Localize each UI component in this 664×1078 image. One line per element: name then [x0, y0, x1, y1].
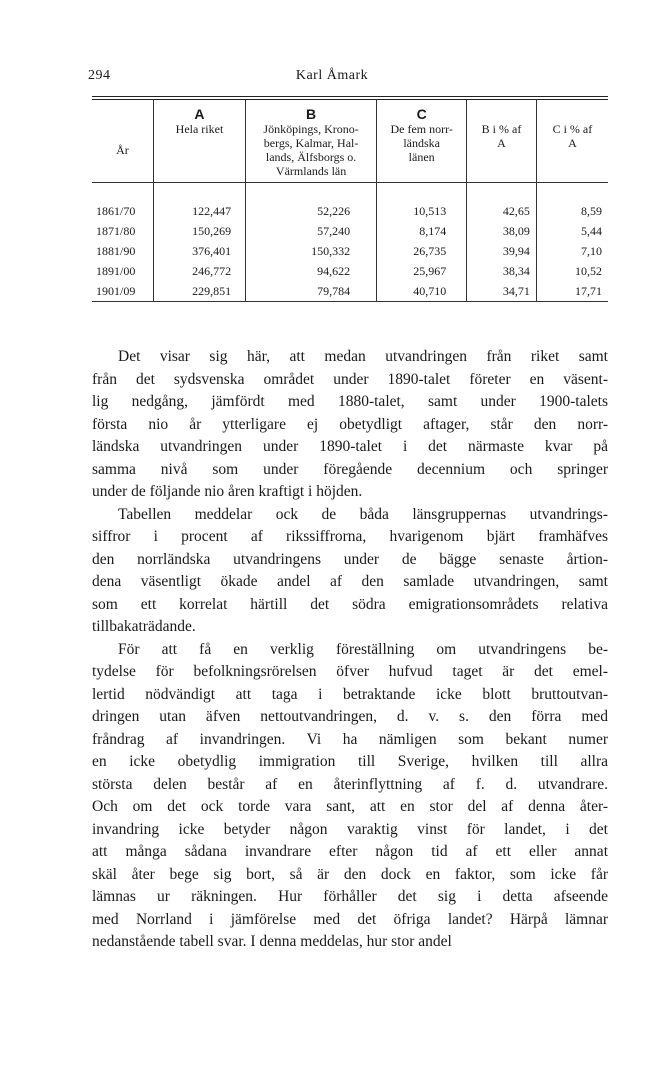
- cell-b: 52,226: [246, 201, 377, 221]
- cell-a: 376,401: [153, 241, 245, 261]
- cell-c: 8,174: [377, 221, 467, 241]
- table-body: [92, 201, 608, 302]
- cell-b-pct: 42,65: [467, 201, 537, 221]
- col-header-c-pct: C i % af A: [536, 122, 608, 183]
- cell-c: 10,513: [377, 201, 467, 221]
- cell-b-pct: 39,94: [467, 241, 537, 261]
- col-letter-a: A: [153, 100, 245, 122]
- cell-c: 25,967: [377, 261, 467, 281]
- col-letter-b: B: [246, 100, 377, 122]
- cell-c-pct: 5,44: [536, 221, 608, 241]
- table-row: [92, 241, 608, 261]
- cell-c-pct: 8,59: [536, 201, 608, 221]
- text-line: att många sådana invandrare efter någon tid af ett eller annat: [92, 843, 608, 860]
- text-line: från det sydsvenska området under 1890-talet företer en väsent-: [92, 370, 608, 388]
- cell-year: 1891/00: [96, 263, 136, 278]
- emigration-stats-table: [92, 100, 608, 302]
- text-line: första nio år ytterligare ej obetydligt aftager, står den norr-: [92, 415, 608, 433]
- text-line: tillbakaträdande.: [92, 618, 196, 635]
- table-row: [92, 261, 608, 281]
- col-letter-c-pct: [536, 100, 608, 122]
- cell-b: 94,622: [246, 261, 377, 281]
- text-line: siffror i procent af rikssiffrorna, hvarigenom bjärt framhäfves: [92, 528, 608, 545]
- cell-a: 122,447: [153, 201, 245, 221]
- page-number: 294: [88, 68, 111, 83]
- col-letter-year: [92, 100, 153, 122]
- text-line: invandring icke betyder någon varaktig vinst för landet, i det: [92, 820, 608, 838]
- cell-c-pct: 17,71: [536, 281, 608, 302]
- text-line: en icke obetydlig immigration till Sverige, hvilken till allra: [92, 753, 608, 770]
- text-line: den norrländska utvandringens under de bägge senaste årtion-: [92, 550, 608, 568]
- table-header-separator: [92, 183, 608, 202]
- text-line: Och om det ock torde vara sant, att en stor del af denna åter-: [92, 798, 608, 815]
- text-line: tydelse för befolkningsrörelsen öfver hufvud taget är det emel-: [92, 663, 608, 680]
- text-line: med Norrland i jämförelse med det öfriga landet? Härpå lämnar: [92, 910, 608, 928]
- text-line: lertid nödvändigt att taga i betraktande icke blott bruttoutvan-: [92, 685, 608, 703]
- body-text: [92, 346, 608, 954]
- text-line: största delen består af en återinflyttning af f. d. utvandrare.: [92, 775, 608, 793]
- text-line: dena väsentligt ökade andel af den samlade utvandringen, samt: [92, 573, 608, 590]
- text-line: som ett korrelat härtill det södra emigrationsområdets relativa: [92, 595, 608, 613]
- col-header-b-pct: B i % af A: [467, 122, 537, 183]
- cell-b: 79,784: [246, 281, 377, 302]
- cell-c: 40,710: [377, 281, 467, 302]
- text-line: fråndrag af invandringen. Vi ha nämligen som bekant numer: [92, 730, 608, 748]
- cell-b-pct: 34,71: [467, 281, 537, 302]
- table-row: [92, 201, 608, 221]
- text-line: dringen utan äfven nettoutvandringen, d. v. s. den förra med: [92, 708, 608, 725]
- text-line: lig nedgång, jämfördt med 1880-talet, samt under 1900-talets: [92, 393, 608, 410]
- text-line: lämnas ur räkningen. Hur förhåller det sig i detta afseende: [92, 888, 608, 905]
- cell-year: 1901/09: [96, 283, 136, 298]
- running-head: Karl Åmark: [295, 68, 369, 83]
- table-header-row: [92, 122, 608, 183]
- cell-b: 150,332: [246, 241, 377, 261]
- table-letter-row: [92, 100, 608, 122]
- col-header-year: År: [116, 143, 129, 157]
- paragraph: [92, 346, 608, 504]
- cell-c-pct: 10,52: [536, 261, 608, 281]
- table-bottom-rule: [92, 302, 608, 303]
- emigration-table: [92, 96, 608, 302]
- cell-a: 150,269: [153, 221, 245, 241]
- col-letter-b-pct: [467, 100, 537, 122]
- text-line: Det visar sig här, att medan utvandringen från riket samt: [118, 348, 608, 365]
- text-line: samma nivå som under föregående decennium och springer: [92, 460, 608, 478]
- table-row: [92, 281, 608, 302]
- cell-b: 57,240: [246, 221, 377, 241]
- col-header-b: Jönköpings, Krono- bergs, Kalmar, Hal- lands, Älfsborgs o. Värmlands län: [246, 122, 377, 183]
- col-header-c: De fem norr- ländska länen: [377, 122, 467, 183]
- text-line: Tabellen meddelar ock de båda länsgruppernas utvandrings-: [118, 505, 608, 523]
- text-line: nedanstående tabell svar. I denna meddelas, hur stor andel: [92, 933, 452, 950]
- cell-year: 1871/80: [96, 223, 136, 238]
- col-header-a: Hela riket: [153, 122, 245, 183]
- cell-a: 229,851: [153, 281, 245, 302]
- text-line: under de följande nio åren kraftigt i höjden.: [92, 483, 363, 500]
- cell-year: 1881/90: [96, 243, 136, 258]
- col-letter-c: C: [377, 100, 467, 122]
- cell-c-pct: 7,10: [536, 241, 608, 261]
- paragraph: [92, 639, 608, 954]
- cell-year: 1861/70: [96, 203, 136, 218]
- paragraph: [92, 504, 608, 639]
- cell-b-pct: 38,34: [467, 261, 537, 281]
- text-line: För att få en verklig föreställning om utvandringens be-: [118, 640, 608, 658]
- cell-a: 246,772: [153, 261, 245, 281]
- cell-c: 26,735: [377, 241, 467, 261]
- table-row: [92, 221, 608, 241]
- cell-b-pct: 38,09: [467, 221, 537, 241]
- text-line: skäl åter bege sig bort, så är den dock en faktor, som icke får: [92, 865, 608, 883]
- text-line: ländska utvandringen under 1890-talet i det närmaste kvar på: [92, 438, 608, 455]
